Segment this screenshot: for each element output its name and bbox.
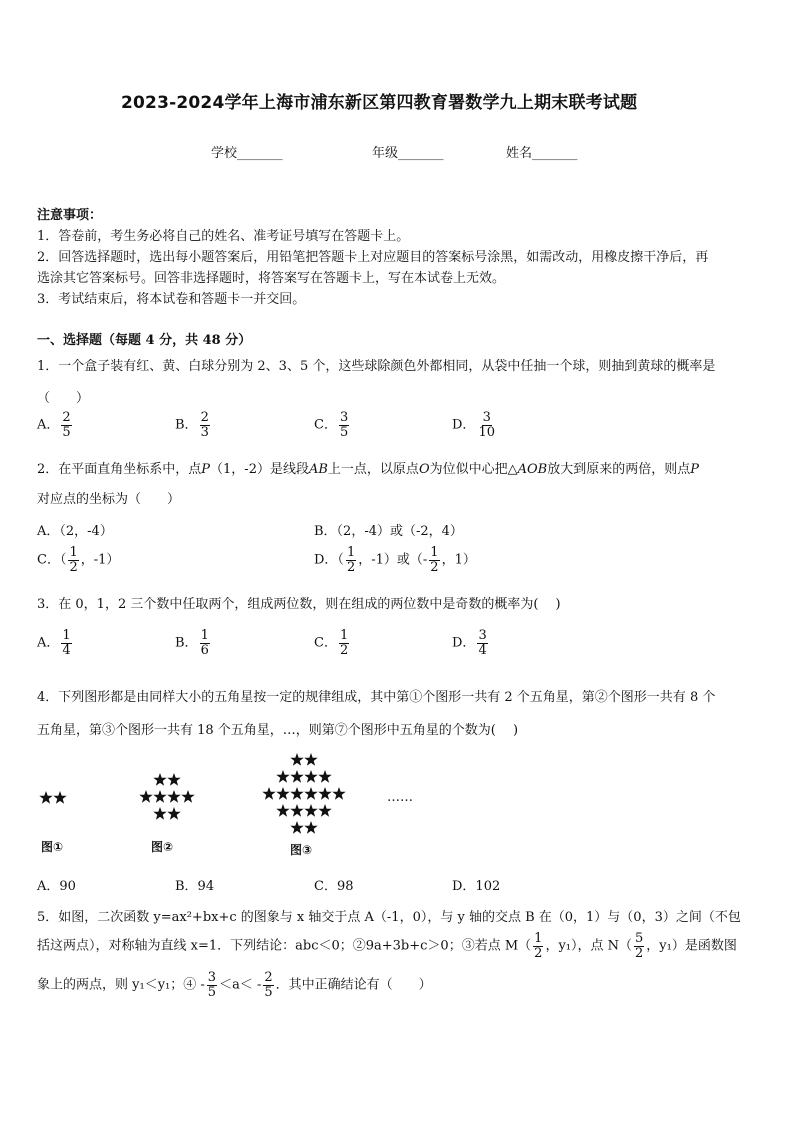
option-c: C． $\frac{3}{5}$ [314,410,349,440]
option-d: D．102 [452,879,501,894]
option-c: C．（ $\frac{1}{2}$ ，-1） [37,545,120,575]
figure-1-label: 图① [41,840,64,854]
option-b: B． $\frac{1}{6}$ [175,628,209,658]
question-5-text: 5．如图，二次函数 y=ax²+bx+c 的图象与 x 轴交于点 A（-1，0），与 y 轴的交点 B 在（0，1）与（0，3）之间（不包 [37,910,741,925]
notice-item: 3．考试结束后，将本试卷和答题卡一并交回。 [37,292,306,307]
page-title: 2023-2024学年上海市浦东新区第四教育署数学九上期末联考试题 [121,93,638,113]
section-heading: 一、选择题（每题 4 分，共 48 分） [37,333,252,348]
option-a: A．90 [37,879,76,894]
option-a: A．（2，-4） [37,524,113,539]
notice-item: 选涂其它答案标号。回答非选择题时，将答案写在答题卡上，写在本试卷上无效。 [37,271,506,286]
question-3-text: 3．在 0，1，2 三个数中任取两个，组成两位数，则在组成的两位数中是奇数的概率为( ) [37,597,561,612]
question-4-text-cont: 五角星，第③个图形一共有 18 个五角星，…，则第⑦个图形中五角星的个数为( ) [37,723,519,738]
option-a: A． $\frac{1}{4}$ [37,628,71,658]
notice-heading: 注意事项： [37,208,103,223]
option-b: B． $\frac{2}{3}$ [175,410,209,440]
question-2-text-cont: 对应点的坐标为（ ） [37,492,181,507]
option-c: C．98 [314,879,354,894]
grade-field: 年级_______ [372,146,444,161]
school-field: 学校_______ [211,146,283,161]
question-5-text-cont2: 象上的两点，则 y₁＜y₁；④ - $\frac{3}{5}$ ＜a＜ - $\frac{2}{5}$ ．其中正确结论有（ ） [37,970,432,1000]
figure-1-stars [39,791,66,804]
option-d: D． $\frac{3}{4}$ [452,628,487,658]
question-4-text: 4．下列图形都是由同样大小的五角星按一定的规律组成，其中第①个图形一共有 2 个五角星，第②个图形一共有 8 个 [37,690,716,705]
figure-3-stars [262,753,345,834]
option-d: D． $\frac{3}{10}$ [452,410,495,440]
question-2-text: 2．在平面直角坐标系中，点P（1，-2）是线段AB上一点，以原点O为位似中心把△AOB放大到原来的两倍，则点P [37,462,699,477]
option-c: C． $\frac{1}{2}$ [314,628,349,658]
name-field: 姓名_______ [506,146,578,161]
continuation-dots: …… [387,790,413,805]
notice-item: 2．回答选择题时，选出每小题答案后，用铅笔把答题卡上对应题目的答案标号涂黑，如需改动，用橡皮擦干净后，再 [37,250,709,265]
figure-2-stars [139,773,194,820]
option-b: B．（2，-4）或（-2，4） [314,524,463,539]
option-d: D．（ $\frac{1}{2}$ ，-1）或（- $\frac{1}{2}$ ，1） [314,545,476,575]
notice-item: 1．答卷前，考生务必将自己的姓名、准考证号填写在答题卡上。 [37,229,410,244]
option-b: B．94 [175,879,215,894]
question-5-text-cont: 括这两点），对称轴为直线 x=1．下列结论：abc＜0；②9a+3b+c＞0；③若点 M（ $\frac{1}{2}$ ，y₁），点 N（ $\frac{5}{2}$ ，y₁）是函数图 [37,931,737,961]
figure-2-label: 图② [151,840,174,854]
question-1-text: 1．一个盒子装有红、黄、白球分别为 2、3、5 个，这些球除颜色外都相同，从袋中任抽一个球，则抽到黄球的概率是 [37,359,716,374]
answer-blank: （ ） [37,391,90,406]
option-a: A． $\frac{2}{5}$ [37,410,71,440]
figure-3-label: 图③ [290,843,313,857]
